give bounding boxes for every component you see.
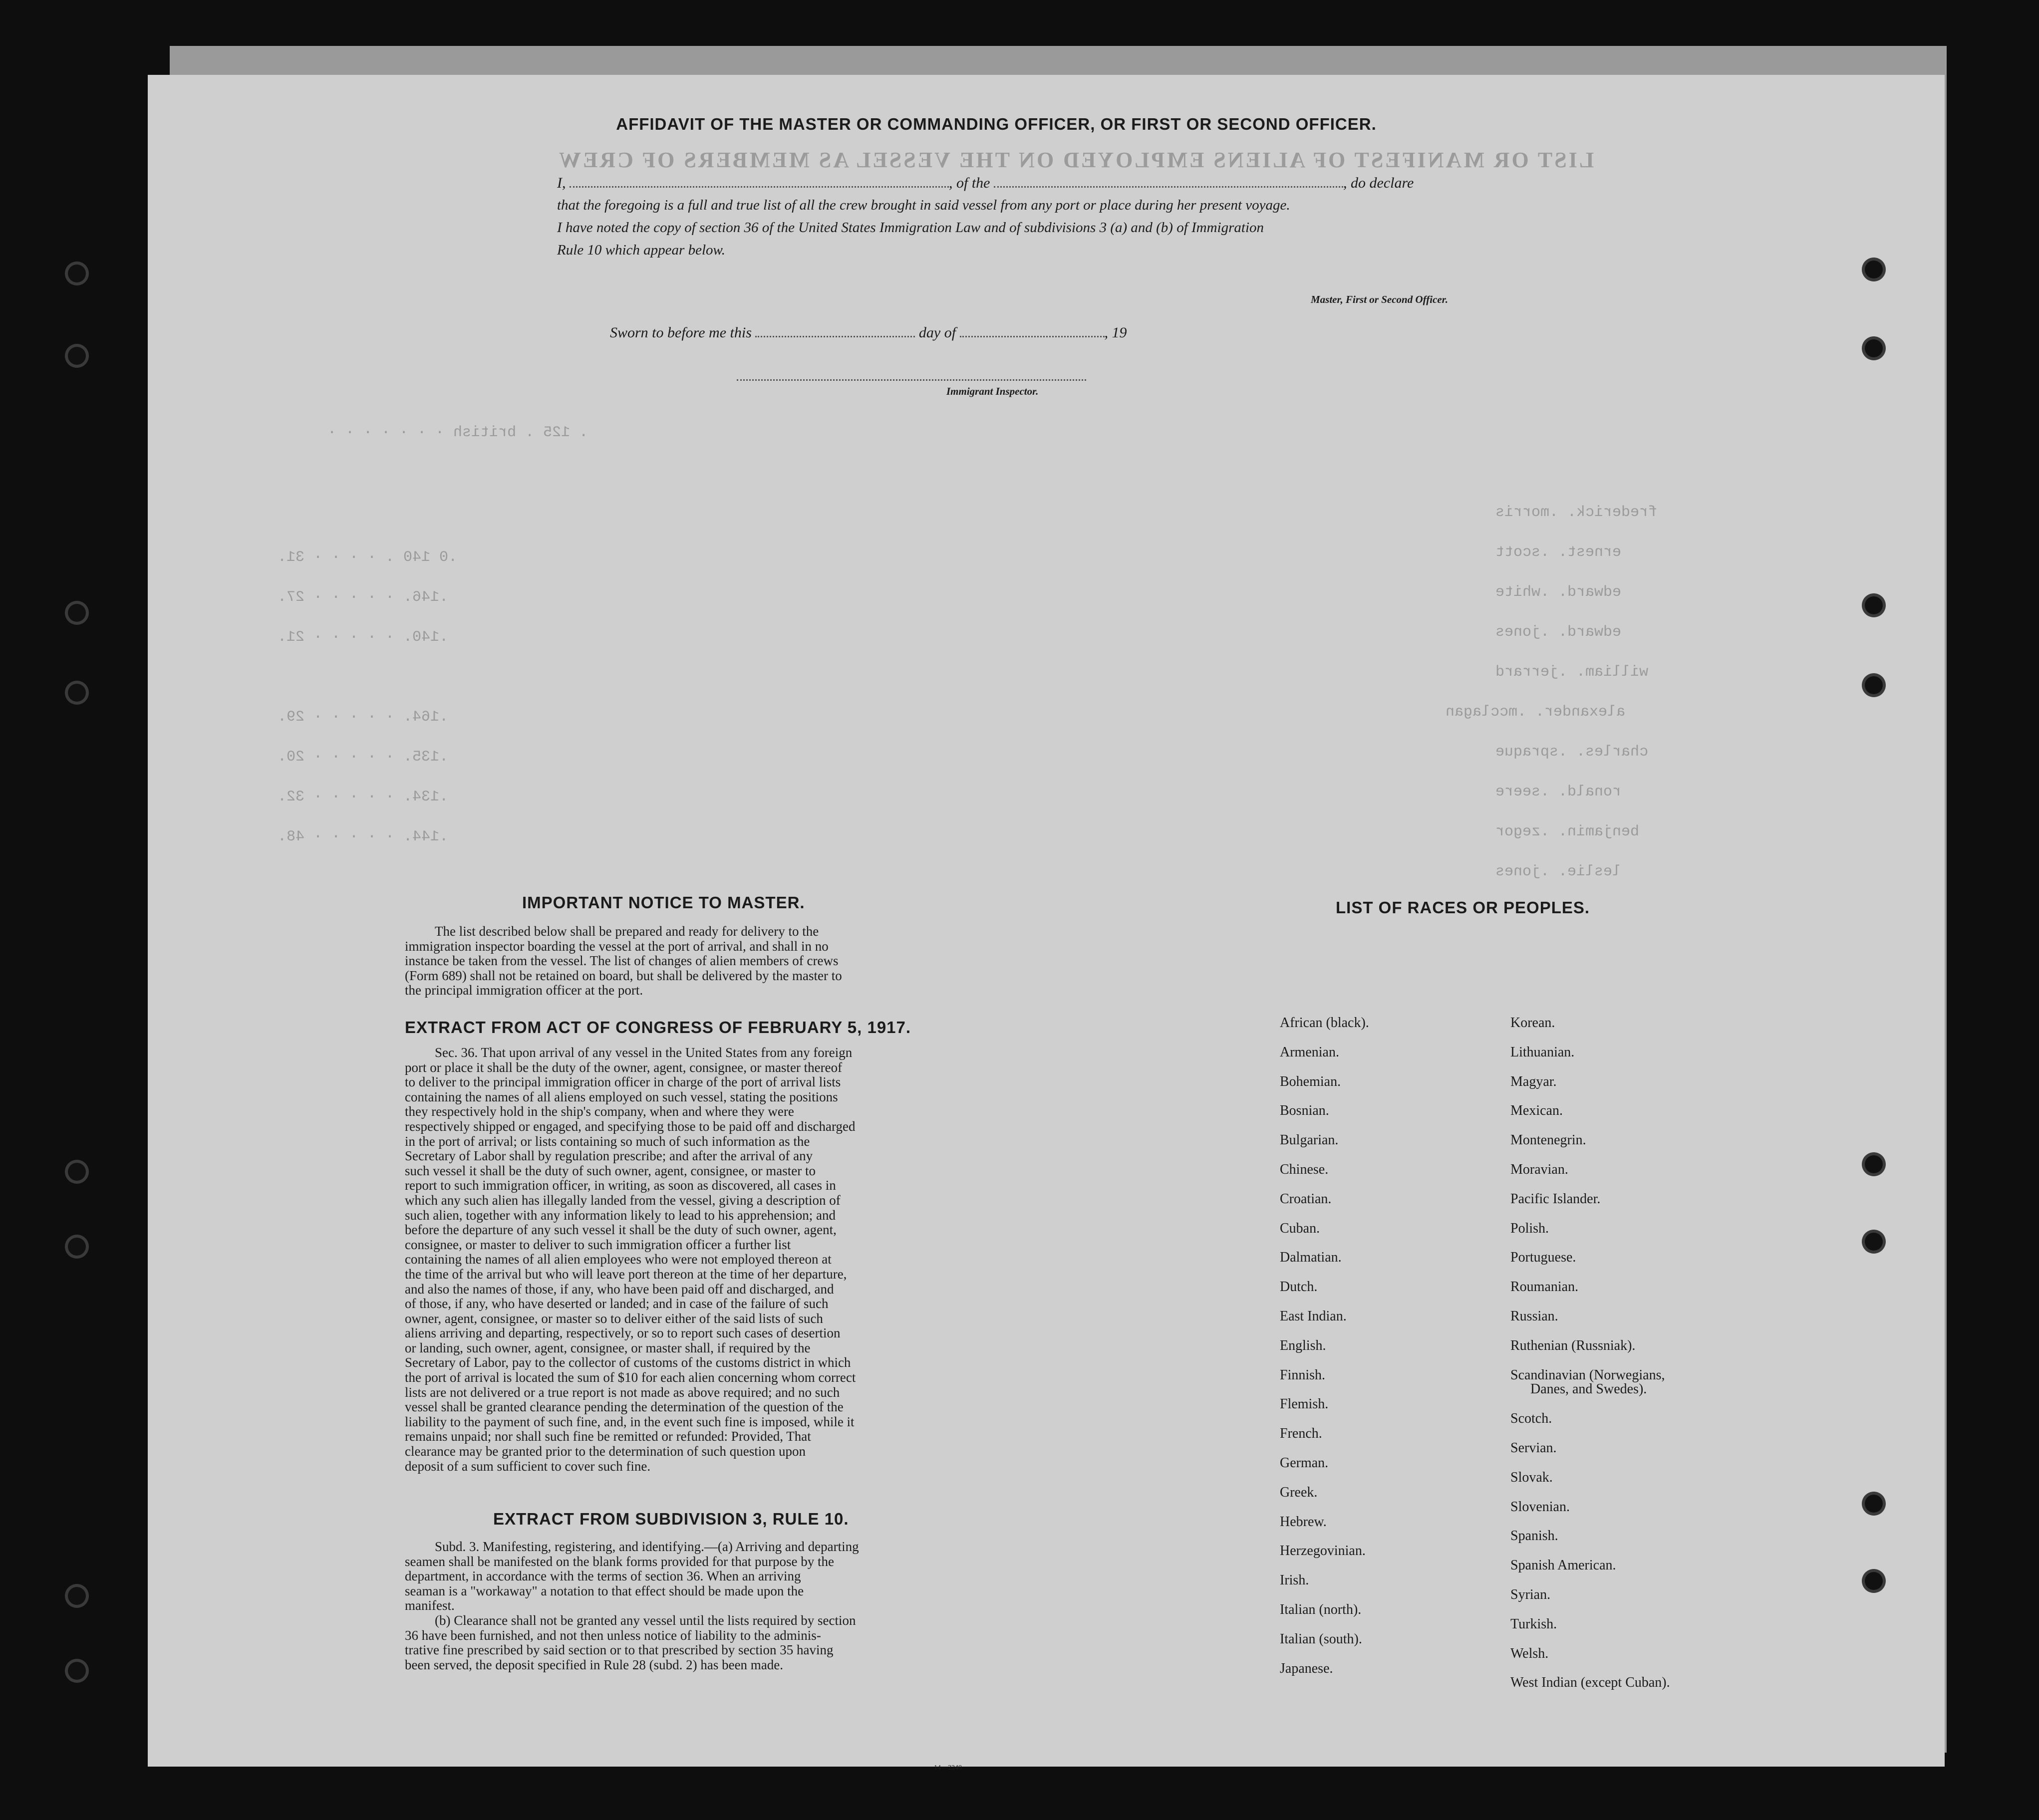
- punch-hole: [68, 1662, 86, 1680]
- race-item: Portuguese.: [1510, 1250, 1576, 1266]
- bleed-through-row: frederick. .morris: [1495, 504, 1658, 521]
- race-item: English.: [1280, 1337, 1326, 1353]
- bleed-through-row: benjamin. .zegor: [1495, 823, 1640, 840]
- race-item: Italian (south).: [1280, 1631, 1362, 1647]
- punch-hole: [68, 1163, 86, 1181]
- text-line: of those, if any, who have deserted or landed; and in case of the failure of such: [405, 1296, 829, 1311]
- race-item: East Indian.: [1280, 1308, 1347, 1324]
- sworn-line: [610, 324, 1127, 341]
- race-item: Roumanian.: [1510, 1279, 1579, 1295]
- inspector-signature-blank[interactable]: [737, 379, 1086, 381]
- bleed-through-row: edward. .white: [1495, 584, 1622, 601]
- text-line: (b) Clearance shall not be granted any vessel until the lists required by section: [435, 1612, 856, 1628]
- race-item: Irish.: [1280, 1572, 1309, 1588]
- text-line: been served, the deposit specified in Rule 28 (subd. 2) has been made.: [405, 1657, 784, 1672]
- punch-hole: [68, 604, 86, 622]
- races-list-right: [1510, 1016, 1670, 1705]
- text-line: owner, agent, consignee, or master so to deliver either of the said lists of such: [405, 1310, 823, 1326]
- bleed-through-row: ernest. .scott: [1495, 544, 1622, 561]
- text-line: 36 have been furnished, and not then unless notice of liability to the adminis-: [405, 1627, 821, 1643]
- race-item: Herzegovinian.: [1280, 1543, 1366, 1559]
- affidavit-i: I,: [557, 175, 566, 191]
- bleed-through-row: .144. · · · · · 48.: [278, 828, 449, 845]
- sworn-month-blank[interactable]: [960, 336, 1105, 337]
- text-line: immigration inspector boarding the vessel at the port of arrival, and shall in no: [405, 938, 829, 954]
- race-item: Chinese.: [1280, 1161, 1329, 1177]
- race-item: Japanese.: [1280, 1660, 1333, 1676]
- race-item: Mexican.: [1510, 1103, 1563, 1119]
- bleed-through-heading: LIST OR MANIFEST OF ALIENS EMPLOYED ON THE VESSEL AS MEMBERS OF CREW: [557, 148, 1594, 172]
- text-line: remains unpaid; nor shall such fine be remitted or refunded: Provided, That: [405, 1429, 811, 1444]
- bleed-through-row: leslie. .jones: [1495, 863, 1622, 880]
- race-item: Spanish American.: [1510, 1558, 1616, 1573]
- race-item: Slovak.: [1510, 1469, 1553, 1485]
- race-item: Russian.: [1510, 1308, 1558, 1324]
- race-item: West Indian (except Cuban).: [1510, 1675, 1670, 1691]
- race-item: Polish.: [1510, 1220, 1549, 1236]
- day-of-text: day of: [918, 324, 956, 341]
- race-item: Croatian.: [1280, 1191, 1332, 1207]
- race-item: Scandinavian (Norwegians,: [1510, 1367, 1665, 1383]
- text-line: vessel shall be granted clearance pending the determination of the question of the: [405, 1399, 844, 1415]
- text-line: containing the names of all alien employees who were not employed thereon at: [405, 1252, 832, 1267]
- race-item: Servian.: [1510, 1440, 1557, 1456]
- text-line: seamen shall be manifested on the blank forms provided for that purpose by the: [405, 1554, 835, 1569]
- bleed-through-row: .140. · · · · · 21.: [278, 629, 449, 646]
- act-title: EXTRACT FROM ACT OF CONGRESS OF FEBRUARY 5, 1917.: [405, 1018, 911, 1037]
- race-item: Danes, and Swedes).: [1530, 1381, 1647, 1397]
- act-paragraph: [405, 1045, 999, 1474]
- punch-hole: [68, 684, 86, 702]
- race-item: Turkish.: [1510, 1616, 1557, 1632]
- bleed-through-row: .135. · · · · · 20.: [278, 749, 449, 766]
- text-line: lists are not delivered or a true report is not made as above required; and no such: [405, 1384, 840, 1400]
- text-line: department, in accordance with the terms of section 36. When an arriving: [405, 1568, 801, 1584]
- punch-hole: [68, 1587, 86, 1605]
- race-item: Finnish.: [1280, 1367, 1326, 1383]
- race-item: Greek.: [1280, 1484, 1318, 1500]
- text-line: the port of arrival is located the sum of $10 for each alien concerning whom correct: [405, 1370, 856, 1385]
- race-item: Italian (north).: [1280, 1601, 1362, 1617]
- year-prefix: , 19: [1104, 324, 1127, 341]
- text-line: respectively shipped or engaged, and specifying those to be paid off and discharged: [405, 1118, 856, 1134]
- race-item: Korean.: [1510, 1015, 1555, 1031]
- race-item: Bohemian.: [1280, 1073, 1341, 1089]
- text-line: or landing, such owner, agent, consignee, or master shall, if required by the: [405, 1340, 811, 1355]
- text-line: clearance may be granted prior to the determination of such question upon: [405, 1444, 806, 1459]
- text-line: deposit of a sum sufficient to cover such fine.: [405, 1458, 651, 1474]
- inspector-caption: Immigrant Inspector.: [946, 385, 1039, 397]
- affidavit-title: AFFIDAVIT OF THE MASTER OR COMMANDING OFFICER, OR FIRST OR SECOND OFFICER.: [616, 115, 1377, 133]
- race-item: Lithuanian.: [1510, 1044, 1575, 1060]
- text-line: such alien, together with any information likely to lead to his apprehension; and: [405, 1207, 836, 1223]
- text-line: Sec. 36. That upon arrival of any vessel in the United States from any foreign: [435, 1045, 853, 1060]
- notice-paragraph: [405, 924, 999, 998]
- race-item: Spanish.: [1510, 1528, 1558, 1544]
- bleed-through-row: . 125 . british · · · · · · ·: [327, 424, 588, 441]
- text-line: Subd. 3. Manifesting, registering, and identifying.—(a) Arriving and departing: [435, 1539, 859, 1554]
- race-item: Magyar.: [1510, 1073, 1557, 1089]
- race-item: Armenian.: [1280, 1044, 1339, 1060]
- notice-title: IMPORTANT NOTICE TO MASTER.: [522, 893, 805, 912]
- race-item: Moravian.: [1510, 1161, 1568, 1177]
- text-line: in the port of arrival; or lists containing so much of such information as the: [405, 1133, 810, 1149]
- punch-hole: [1865, 1233, 1883, 1251]
- text-line: report to such immigration officer, in writing, as soon as discovered, all cases in: [405, 1178, 836, 1193]
- bleed-through-row: .0 140 . · · · · 31.: [278, 549, 458, 566]
- punch-hole: [68, 347, 86, 365]
- text-line: trative fine prescribed by said section or to that prescribed by section 35 having: [405, 1642, 834, 1658]
- race-item: German.: [1280, 1455, 1329, 1471]
- text-line: and also the names of those, if any, who have been paid off and discharged, and: [405, 1281, 834, 1297]
- text-line: aliens arriving and departing, respectively, or so to report such cases of desertion: [405, 1325, 841, 1341]
- manifest-page: [148, 75, 1945, 1772]
- race-item: Scotch.: [1510, 1411, 1552, 1427]
- race-item: Flemish.: [1280, 1396, 1329, 1412]
- race-item: Dutch.: [1280, 1279, 1318, 1295]
- text-line: The list described below shall be prepared and ready for delivery to the: [435, 924, 819, 939]
- punch-hole: [1865, 1572, 1883, 1590]
- punch-hole: [1865, 596, 1883, 614]
- affidavit-declaration-line: [557, 175, 1414, 192]
- punch-hole: [68, 1238, 86, 1256]
- form-number: 14—2240: [934, 1764, 962, 1772]
- rule-title: EXTRACT FROM SUBDIVISION 3, RULE 10.: [493, 1510, 849, 1528]
- text-line: to deliver to the principal immigration officer in charge of the port of arrival lists: [405, 1074, 841, 1090]
- race-item: Dalmatian.: [1280, 1250, 1342, 1266]
- race-item: Welsh.: [1510, 1645, 1549, 1661]
- punch-hole: [1865, 260, 1883, 278]
- race-item: Montenegrin.: [1510, 1132, 1586, 1148]
- sworn-day-blank[interactable]: [755, 336, 915, 337]
- bleed-through-row: alexander. .mcclagan: [1446, 704, 1626, 721]
- punch-hole: [68, 264, 86, 282]
- text-line: before the departure of any such vessel it shall be the duty of such owner, agent,: [405, 1222, 837, 1238]
- bleed-through-row: charles. .spraque: [1495, 744, 1649, 761]
- name-blank[interactable]: [570, 186, 949, 188]
- affidavit-do-declare: , do declare: [1343, 175, 1414, 191]
- race-item: African (black).: [1280, 1015, 1369, 1031]
- race-item: Pacific Islander.: [1510, 1191, 1601, 1207]
- race-item: Hebrew.: [1280, 1514, 1327, 1530]
- text-line: port or place it shall be the duty of the owner, agent, consignee, or master thereof: [405, 1059, 843, 1075]
- text-line: Secretary of Labor, pay to the collector of customs of the customs district in which: [405, 1355, 851, 1370]
- text-line: the time of the arrival but who will leave port thereon at the time of her departure,: [405, 1266, 847, 1282]
- race-item: Bosnian.: [1280, 1103, 1329, 1119]
- bleed-through-row: william. .jerrard: [1495, 664, 1649, 681]
- race-item: Syrian.: [1510, 1586, 1551, 1602]
- text-line: such vessel it shall be the duty of such owner, agent, consignee, or master to: [405, 1163, 816, 1178]
- text-line: (Form 689) shall not be retained on board, but shall be delivered by the master to: [405, 968, 842, 983]
- bleed-through-row: .134. · · · · · 32.: [278, 788, 449, 805]
- affidavit-line-4: Rule 10 which appear below.: [557, 242, 725, 258]
- text-line: liability to the payment of such fine, and, in the event such fine is imposed, while it: [405, 1414, 855, 1429]
- punch-hole: [1865, 339, 1883, 357]
- races-title: LIST OF RACES OR PEOPLES.: [1336, 898, 1590, 917]
- punch-hole: [1865, 1495, 1883, 1513]
- affidavit-of-the: , of the: [949, 175, 990, 191]
- text-line: the principal immigration officer at the port.: [405, 983, 643, 998]
- master-signature-caption: Master, First or Second Officer.: [1311, 293, 1448, 305]
- punch-hole: [1865, 676, 1883, 694]
- bleed-through-row: .164. · · · · · 29.: [278, 709, 449, 726]
- race-item: French.: [1280, 1426, 1322, 1442]
- race-item: Cuban.: [1280, 1220, 1320, 1236]
- race-item: Ruthenian (Russniak).: [1510, 1337, 1636, 1353]
- sworn-text: Sworn to before me this: [610, 324, 752, 341]
- vessel-blank[interactable]: [994, 186, 1343, 188]
- text-line: they respectively hold in the ship's company, when and where they were: [405, 1104, 794, 1119]
- race-item: Bulgarian.: [1280, 1132, 1339, 1148]
- text-line: consignee, or master to deliver to such immigration officer a further list: [405, 1237, 791, 1252]
- race-item: Slovenian.: [1510, 1499, 1570, 1515]
- bleed-through-row: ronald. .seere: [1495, 783, 1622, 800]
- text-line: manifest.: [405, 1598, 455, 1613]
- bleed-through-row: edward. .jones: [1495, 624, 1622, 641]
- text-line: which any such alien has illegally landed from the vessel, giving a description of: [405, 1192, 841, 1208]
- rule-paragraph: [405, 1540, 999, 1672]
- bleed-through-row: .146. · · · · · 27.: [278, 589, 449, 606]
- text-line: Secretary of Labor shall by regulation prescribe; and after the arrival of any: [405, 1148, 813, 1164]
- affidavit-line-3: I have noted the copy of section 36 of the United States Immigration Law and of subdivisions 3 (a) and (b) of Immigration: [557, 220, 1264, 236]
- text-line: containing the names of all aliens employed on such vessel, stating the positions: [405, 1089, 838, 1104]
- punch-hole: [1865, 1155, 1883, 1173]
- races-list-left: [1280, 1016, 1369, 1690]
- affidavit-line-2: that the foregoing is a full and true list of all the crew brought in said vessel from any port or place during her present voyage.: [557, 197, 1290, 213]
- text-line: instance be taken from the vessel. The list of changes of alien members of crews: [405, 953, 839, 969]
- text-line: seaman is a "workaway" a notation to that effect should be made upon the: [405, 1583, 804, 1598]
